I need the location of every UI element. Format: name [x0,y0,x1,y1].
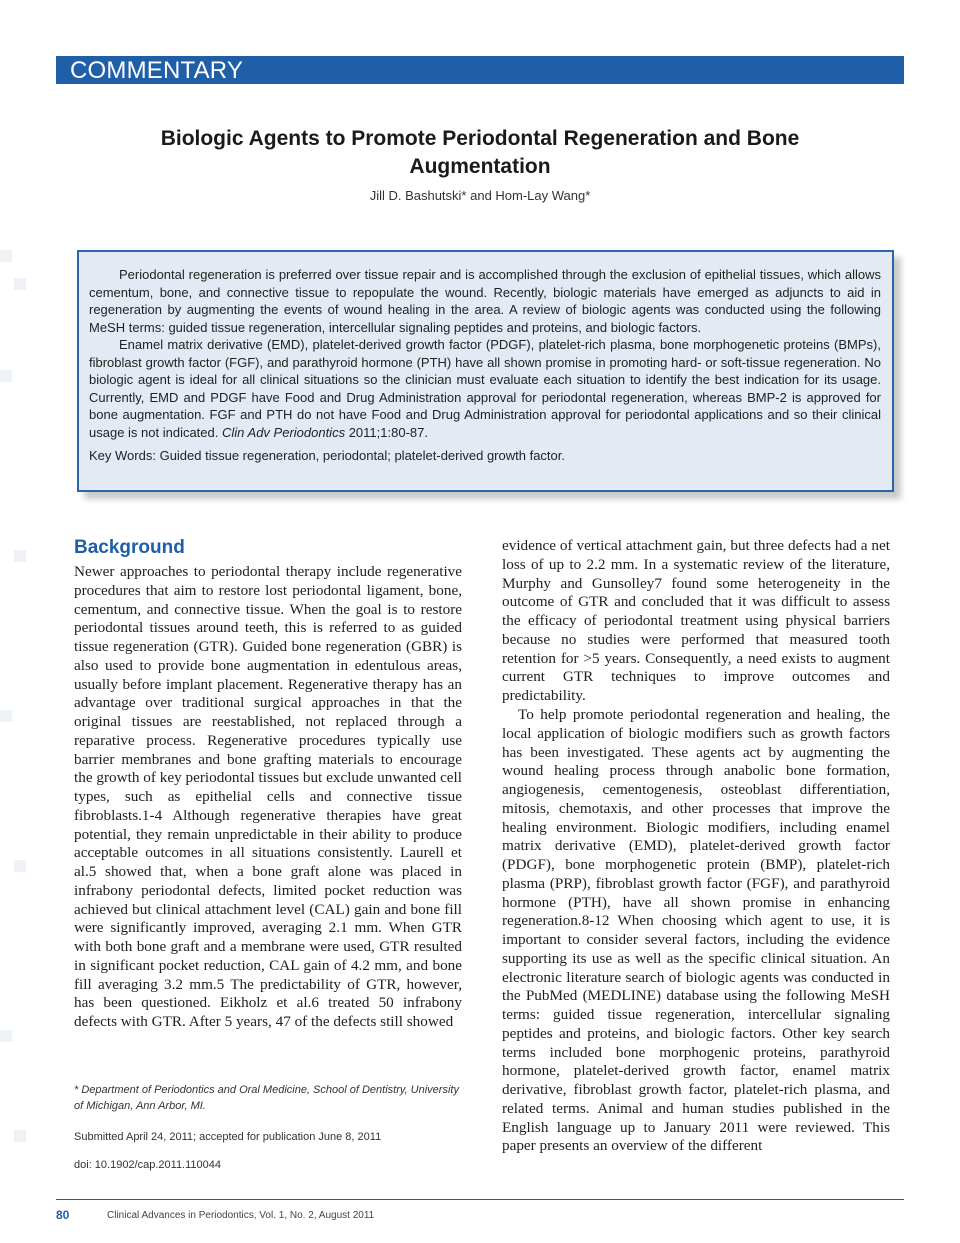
abstract-paragraph-2 [89,336,881,442]
article-title: Biologic Agents to Promote Periodontal Regeneration and Bone Augmentation [160,127,800,178]
section-label: COMMENTARY [70,57,244,84]
doi: doi: 10.1902/cap.2011.110044 [74,1159,222,1171]
citation-journal: Clin Adv Periodontics [222,424,346,440]
keywords [89,448,565,463]
body-left-column: Newer approaches to periodontal therapy include regenerative procedures that aim to restore lost periodontal ligament, bone, cementum, and connective tissue. When the goal is to restore periodontal tissues around teeth, this is referred to as guided tissue regeneration (GTR). Guided bone regeneration (GBR) is also used to provide bone augmentation in edentulous areas, usually before implant placement. Regenerative therapy has an advantage over traditional surgical approaches in that the original tissues are reestablished, not replaced through a reparative process. Regenerative procedures typically use barrier membranes and bone grafting materials to encourage the growth of key periodontal tissues but exclude unwanted cell types, such as epithelial cells and connective tissue fibroblasts.1-4 Although regenerative therapies have great potential, they remain unpredictable in their ability to produce acceptable outcomes in all situations consistently. Laurell et al.5 showed that, when a bone graft alone was placed in infrabony periodontal defects, limited pocket reduction was achieved but clinical attachment level (CAL) gain and bone fill were significantly improved, averaging 2.1 mm. When GTR with both bone graft and a membrane were used, GTR resulted in significant pocket reduction, CAL gain of 4.2 mm, and bone fill averaging 3.2 mm.5 The predictability of GTR, however, has been questioned. Eikholz et al.6 treated 50 infrabony defects with GTR. After 5 years, 47 of the defects still showed [74,563,462,1030]
commentary-banner [56,56,904,84]
abstract-paragraph-1: Periodontal regeneration is preferred over tissue repair and is accomplished through the exclusion of epithelial tissues, which allows cementum, bone, and connective tissue to repopulate the wound. Recently, biologic materials have emerged as adjuncts to aid in regeneration by augmenting the events of wound healing in the area. A review of biologic agents was conducted using the following MeSH terms: guided tissue regeneration, intercellular signaling peptides and proteins, and biologic factors. [89,267,881,335]
side-decoration [0,250,30,1240]
keywords-label: Key Words: [89,448,156,463]
keywords-text: Guided tissue regeneration, periodontal; platelet-derived growth factor. [159,448,565,463]
abstract-box [77,250,894,492]
citation-details: 2011;1:80-87. [348,424,428,440]
affiliation-footnote: * Department of Periodontics and Oral Medicine, School of Dentistry, University of Michigan, Ann Arbor, MI. [74,1084,459,1112]
submission-dates: Submitted April 24, 2011; accepted for publication June 8, 2011 [74,1131,382,1143]
footer-divider [56,1199,904,1200]
author-line: Jill D. Bashutski* and Hom-Lay Wang* [369,188,591,203]
abstract-paragraph-2-text: Enamel matrix derivative (EMD), platelet-derived growth factor (PDGF), platelet-rich plasma, bone morphogenetic proteins (BMPs), fibroblast growth factor (FGF), and parathyroid hormone (PTH) have all shown promise in promoting hard- or soft-tissue regeneration. No biologic agent is ideal for all clinical situations so the clinician must evaluate each situation to identify the best indication for its usage. Currently, EMD and PDGF have Food and Drug Administration approval for periodontal regeneration, whereas BMP-2 is approved for bone augmentation. FGF and PTH do not have Food and Drug Administration approval for periodontal applications and so their clinical usage is not indicated. [89,337,881,440]
background-heading: Background [74,537,185,558]
body-right-paragraph-2: To help promote periodontal regeneration and healing, the local application of biologic modifiers such as growth factors has been investigated. These agents act by augmenting the wound healing process through anabolic bone formation, angiogenesis, cementogenesis, osteoblast differentiation, mitosis, chemotaxis, and other processes that improve the healing environment. Biologic modifiers, including enamel matrix derivative (EMD), platelet-derived growth factor (PDGF), bone morphogenetic protein (BMP), platelet-rich plasma (PRP), fibroblast growth factor (FGF), and parathyroid hormone (PTH), have all shown promise in enhancing regeneration.8-12 When choosing which agent to use, it is important to consider several factors, including the evidence supporting its use as well as the specific clinical situation. An electronic literature search of biologic agents was conducted in the PubMed (MEDLINE) database using the following MeSH terms: guided tissue regeneration, intercellular signaling peptides and proteins, and biologic factors. Other key search terms included bone morphogenic proteins, parathyroid hormone, platelet-derived growth factor, enamel matrix derivative, fibroblast growth factor, platelet-rich plasma, and related terms. Animal and human studies published in the English language up to January 2011 were reviewed. This paper presents an overview of the different [502,706,890,1155]
page-number: 80 [56,1208,70,1222]
body-right-paragraph-1: evidence of vertical attachment gain, but three defects had a net loss of up to 2.2 mm. In a systematic review of the literature, Murphy and Gunsolley7 found some heterogeneity in the outcome of GTR and concluded that it was difficult to assess the efficacy of periodontal treatment using physical barriers because no studies were performed that measured tooth retention for >5 years. Consequently, a need exists to augment current GTR techniques to improve outcomes and predictability. [502,537,890,704]
journal-footer: Clinical Advances in Periodontics, Vol. 1, No. 2, August 2011 [107,1210,375,1221]
